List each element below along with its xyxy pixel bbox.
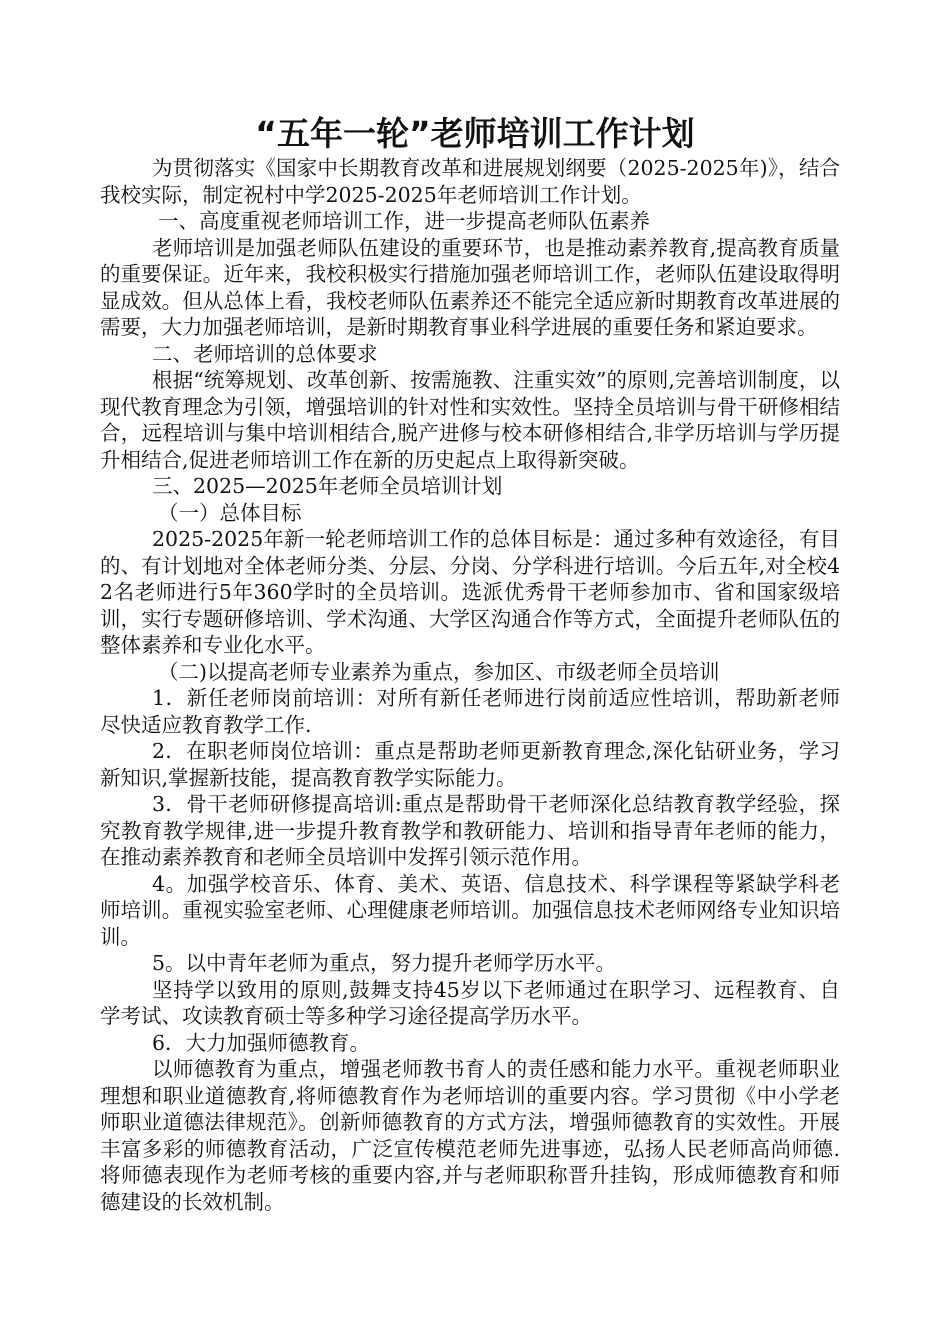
body-paragraph: 根据“统筹规划、改革创新、按需施教、注重实效”的原则,完善培训制度，以现代教育理念为引领，增强培训的针对性和实效性。坚持全员培训与骨干研修相结合，远程培训与集中培训相结合,脱产进修与校本研修相结合,非学历培训与学历提升相结合,促进老师培训工作在新的历史起点上取得新突破。 [100,368,840,472]
body-paragraph: 老师培训是加强老师队伍建设的重要环节，也是推动素养教育,提高教育质量的重要保证。近年来，我校积极实行措施加强老师培训工作，老师队伍建设取得明显成效。但从总体上看，我校老师队伍素养还不能完全适应新时期教育改革进展的需要，大力加强老师培训，是新时期教育事业科学进展的重要任务和紧迫要求。 [100,235,840,339]
document-body [100,155,840,1215]
list-item: 1．新任老师岗前培训：对所有新任老师进行岗前适应性培训，帮助新老师尽快适应教育教学工作. [100,686,840,737]
section-heading-2: 二、老师培训的总体要求 [152,341,378,366]
list-item: 3．骨干老师研修提高培训:重点是帮助骨干老师深化总结教育教学经验，探究教育教学规律,进一步提升教育教学和教研能力、培训和指导青年老师的能力，在推动素养教育和老师全员培训中发挥引领示范作用。 [100,792,840,869]
document-title: “五年一轮”老师培训工作计划 [255,114,695,153]
body-paragraph: 2025-2025年新一轮老师培训工作的总体目标是：通过多种有效途径，有目的、有计划地对全体老师分类、分层、分岗、分学科进行培训。今后五年,对全校42名老师进行5年360学时的全员培训。选派优秀骨干老师参加市、省和国家级培训，实行专题研修培训、学术沟通、大学区沟通合作等方式，全面提升老师队伍的整体素养和专业化水平。 [100,527,840,657]
list-item: 2．在职老师岗位培训：重点是帮助老师更新教育理念,深化钻研业务，学习新知识,掌握新技能，提高教育教学实际能力。 [100,739,840,790]
subsection-heading-2: （二)以提高老师专业素养为重点，参加区、市级老师全员培训 [158,659,720,684]
intro-paragraph: 为贯彻落实《国家中长期教育改革和进展规划纲要（2025-2025年)》，结合我校实际，制定祝村中学2025-2025年老师培训工作计划。 [100,156,840,207]
section-heading-3: 三、2025—2025年老师全员培训计划 [152,474,503,498]
list-item: 6．大力加强师德教育。 [152,1030,371,1055]
body-paragraph: 以师德教育为重点，增强老师教书育人的责任感和能力水平。重视老师职业理想和职业道德教育,将师德教育作为老师培训的重要内容。学习贯彻《中小学老师职业道德法律规范》。创新师德教育的方式方法，增强师德教育的实效性。开展丰富多彩的师德教育活动，广泛宣传模范老师先进事迹，弘扬人民老师高尚师德.将师德表现作为老师考核的重要内容,并与老师职称晋升挂钩，形成师德教育和师德建设的长效机制。 [100,1057,840,1214]
list-item: 4。加强学校音乐、体育、美术、英语、信息技术、科学课程等紧缺学科老师培训。重视实验室老师、心理健康老师培训。加强信息技术老师网络专业知识培训。 [100,871,840,949]
body-paragraph: 坚持学以致用的原则,鼓舞支持45岁以下老师通过在职学习、远程教育、自学考试、攻读教育硕士等多种学习途径提高学历水平。 [100,977,840,1028]
subsection-heading-1: （一）总体目标 [158,500,302,525]
section-heading-1: 一、高度重视老师培训工作，进一步提高老师队伍素养 [158,209,650,233]
list-item: 5。以中青年老师为重点，努力提升老师学历水平。 [152,951,617,975]
